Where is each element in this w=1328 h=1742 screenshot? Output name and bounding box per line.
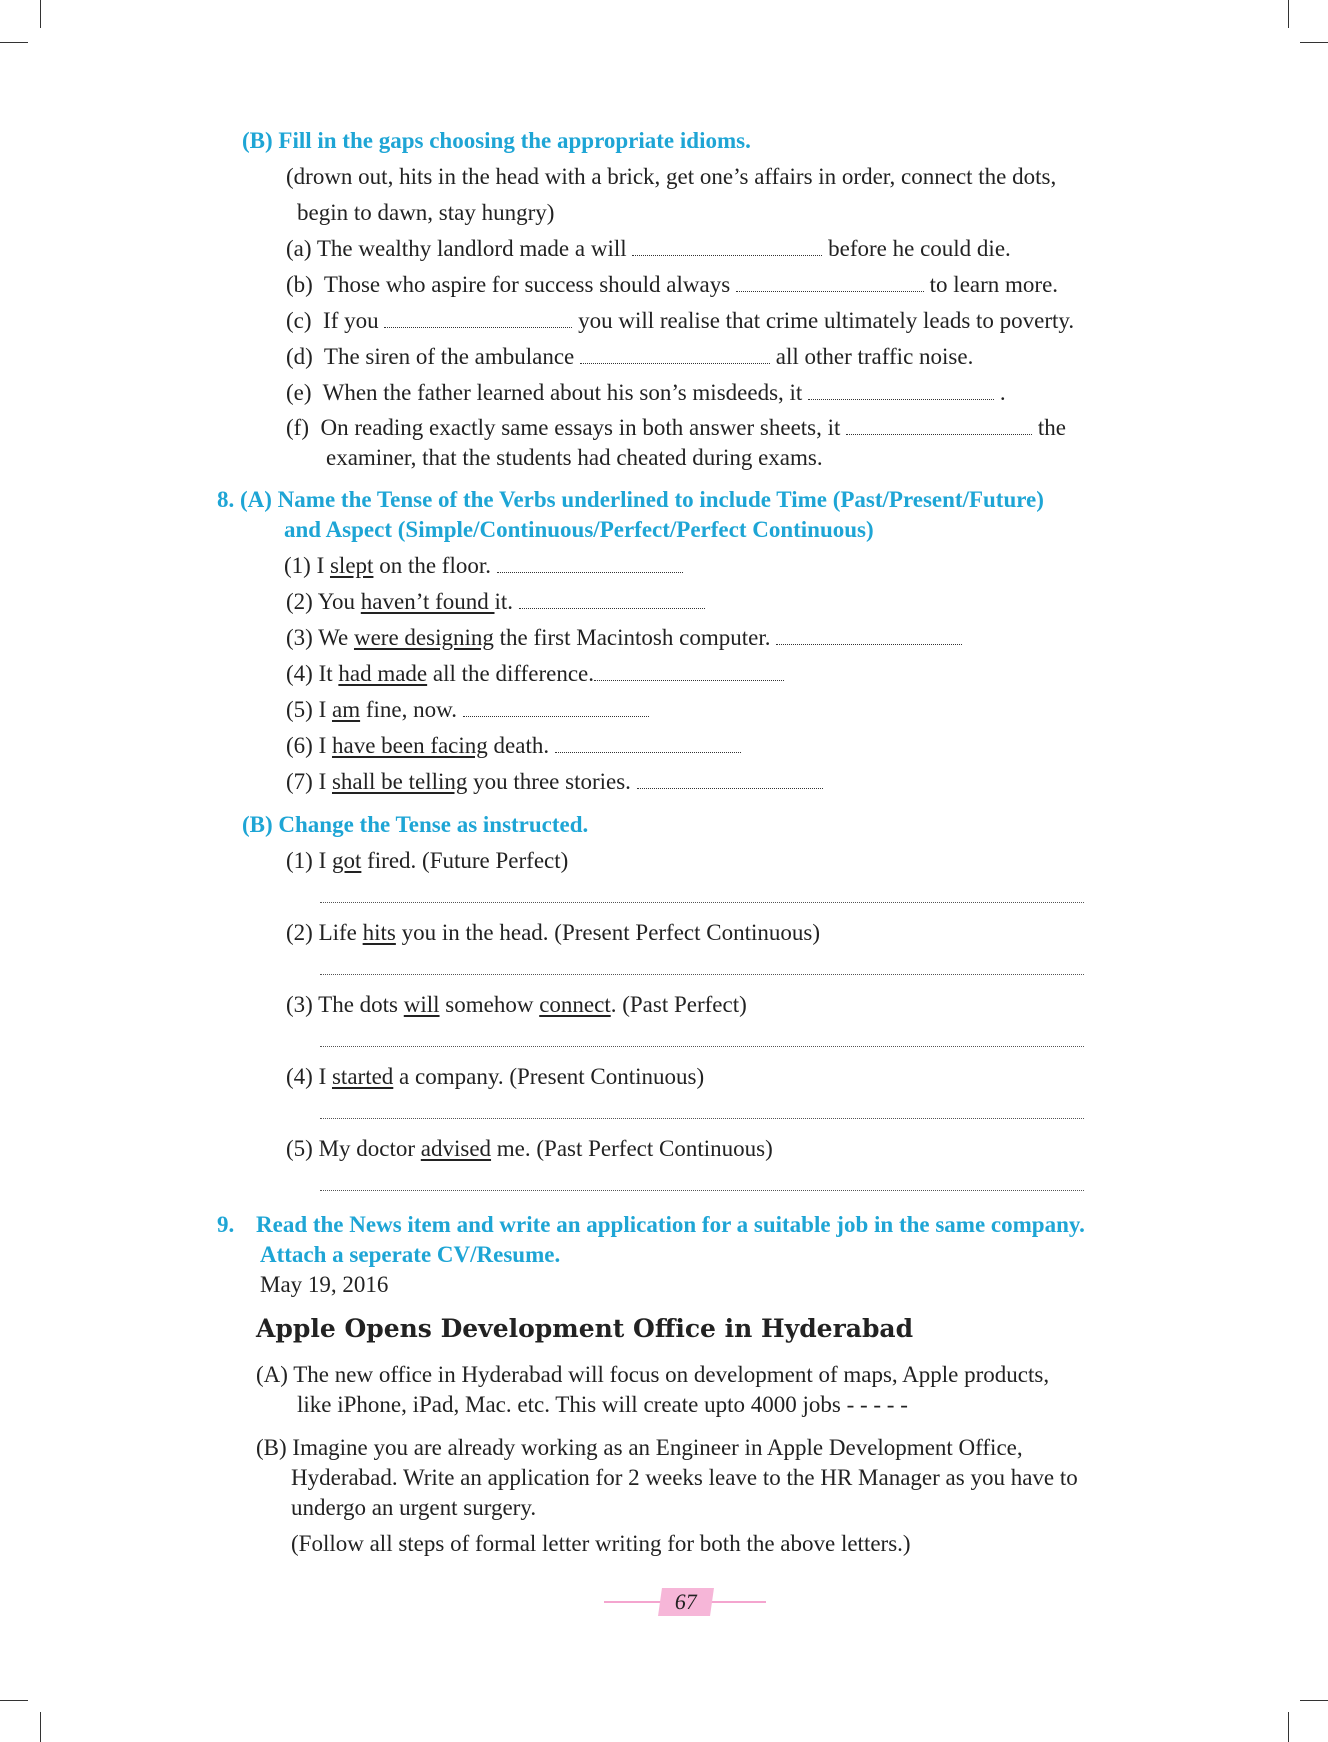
crop-mark	[1288, 0, 1289, 28]
change-tense-item-3: (3) The dots will somehow connect. (Past Perfect)	[286, 992, 747, 1017]
answer-line[interactable]	[320, 1118, 1084, 1119]
news-title: Apple Opens Development Office in Hyderabad	[256, 1314, 914, 1343]
tense-item-1: (1) I slept on the floor.	[284, 553, 683, 579]
task-para-b-cont: undergo an urgent surgery.	[291, 1495, 537, 1520]
answer-line[interactable]	[320, 1190, 1084, 1191]
idiom-item-c: (c) If you you will realise that crime ultimately leads to poverty.	[286, 308, 1075, 333]
task-para-b: (B) Imagine you are already working as an Engineer in Apple Development Office,	[256, 1435, 1023, 1460]
answer-line[interactable]	[320, 974, 1084, 975]
crop-mark	[0, 1700, 28, 1701]
idiom-item-b: (b) Those who aspire for success should always to learn more.	[286, 272, 1059, 297]
crop-mark	[1288, 1712, 1289, 1742]
idiom-item-f: (f) On reading exactly same essays in both answer sheets, it the	[286, 415, 1067, 440]
q8-heading: 8. (A) Name the Tense of the Verbs underlined to include Time (Past/Present/Future)	[217, 487, 1044, 512]
tense-item-5: (5) I am fine, now.	[286, 697, 649, 723]
change-tense-item-1: (1) I got fired. (Future Perfect)	[286, 848, 569, 873]
crop-mark	[40, 0, 41, 28]
tense-item-7: (7) I shall be telling you three stories.	[286, 769, 823, 795]
page-number: 67	[658, 1588, 714, 1616]
tense-item-3: (3) We were designing the first Macintosh computer.	[286, 625, 962, 651]
change-tense-item-2: (2) Life hits you in the head. (Present Perfect Continuous)	[286, 920, 821, 945]
answer-line[interactable]	[320, 1046, 1084, 1047]
crop-mark	[40, 1712, 41, 1742]
q8-heading-cont: and Aspect (Simple/Continuous/Perfect/Perfect Continuous)	[284, 517, 874, 542]
idioms-options-cont: begin to dawn, stay hungry)	[297, 200, 555, 225]
news-para-a: (A) The new office in Hyderabad will focus on development of maps, Apple products,	[256, 1362, 1050, 1387]
q9-heading: Read the News item and write an application for a suitable job in the same company.	[256, 1212, 1085, 1237]
news-para-a-cont: like iPhone, iPad, Mac. etc. This will create upto 4000 jobs - - - - -	[297, 1392, 908, 1417]
q9-number: 9.	[217, 1212, 235, 1237]
q9-heading-cont: Attach a seperate CV/Resume.	[260, 1242, 561, 1267]
tense-item-4: (4) It had made all the difference.	[286, 661, 784, 687]
change-tense-item-5: (5) My doctor advised me. (Past Perfect Continuous)	[286, 1136, 773, 1161]
idiom-item-e: (e) When the father learned about his son’s misdeeds, it .	[286, 380, 1006, 405]
idiom-item-f-cont: examiner, that the students had cheated during exams.	[326, 445, 823, 470]
task-note: (Follow all steps of formal letter writing for both the above letters.)	[291, 1531, 911, 1556]
idioms-heading: (B) Fill in the gaps choosing the appropriate idioms.	[242, 128, 751, 153]
news-date: May 19, 2016	[260, 1272, 389, 1297]
crop-mark	[1300, 42, 1328, 43]
answer-line[interactable]	[320, 902, 1084, 903]
tense-item-6: (6) I have been facing death.	[286, 733, 741, 759]
crop-mark	[1300, 1700, 1328, 1701]
crop-mark	[0, 42, 28, 43]
idiom-item-a: (a) The wealthy landlord made a will before he could die.	[286, 236, 1011, 261]
idiom-item-d: (d) The siren of the ambulance all other traffic noise.	[286, 344, 974, 369]
idioms-options: (drown out, hits in the head with a brick, get one’s affairs in order, connect the dots,	[286, 164, 1057, 189]
change-tense-item-4: (4) I started a company. (Present Continuous)	[286, 1064, 705, 1089]
tense-item-2: (2) You haven’t found it.	[286, 589, 705, 615]
change-tense-heading: (B) Change the Tense as instructed.	[242, 812, 589, 837]
task-para-b-cont: Hyderabad. Write an application for 2 weeks leave to the HR Manager as you have to	[291, 1465, 1078, 1490]
